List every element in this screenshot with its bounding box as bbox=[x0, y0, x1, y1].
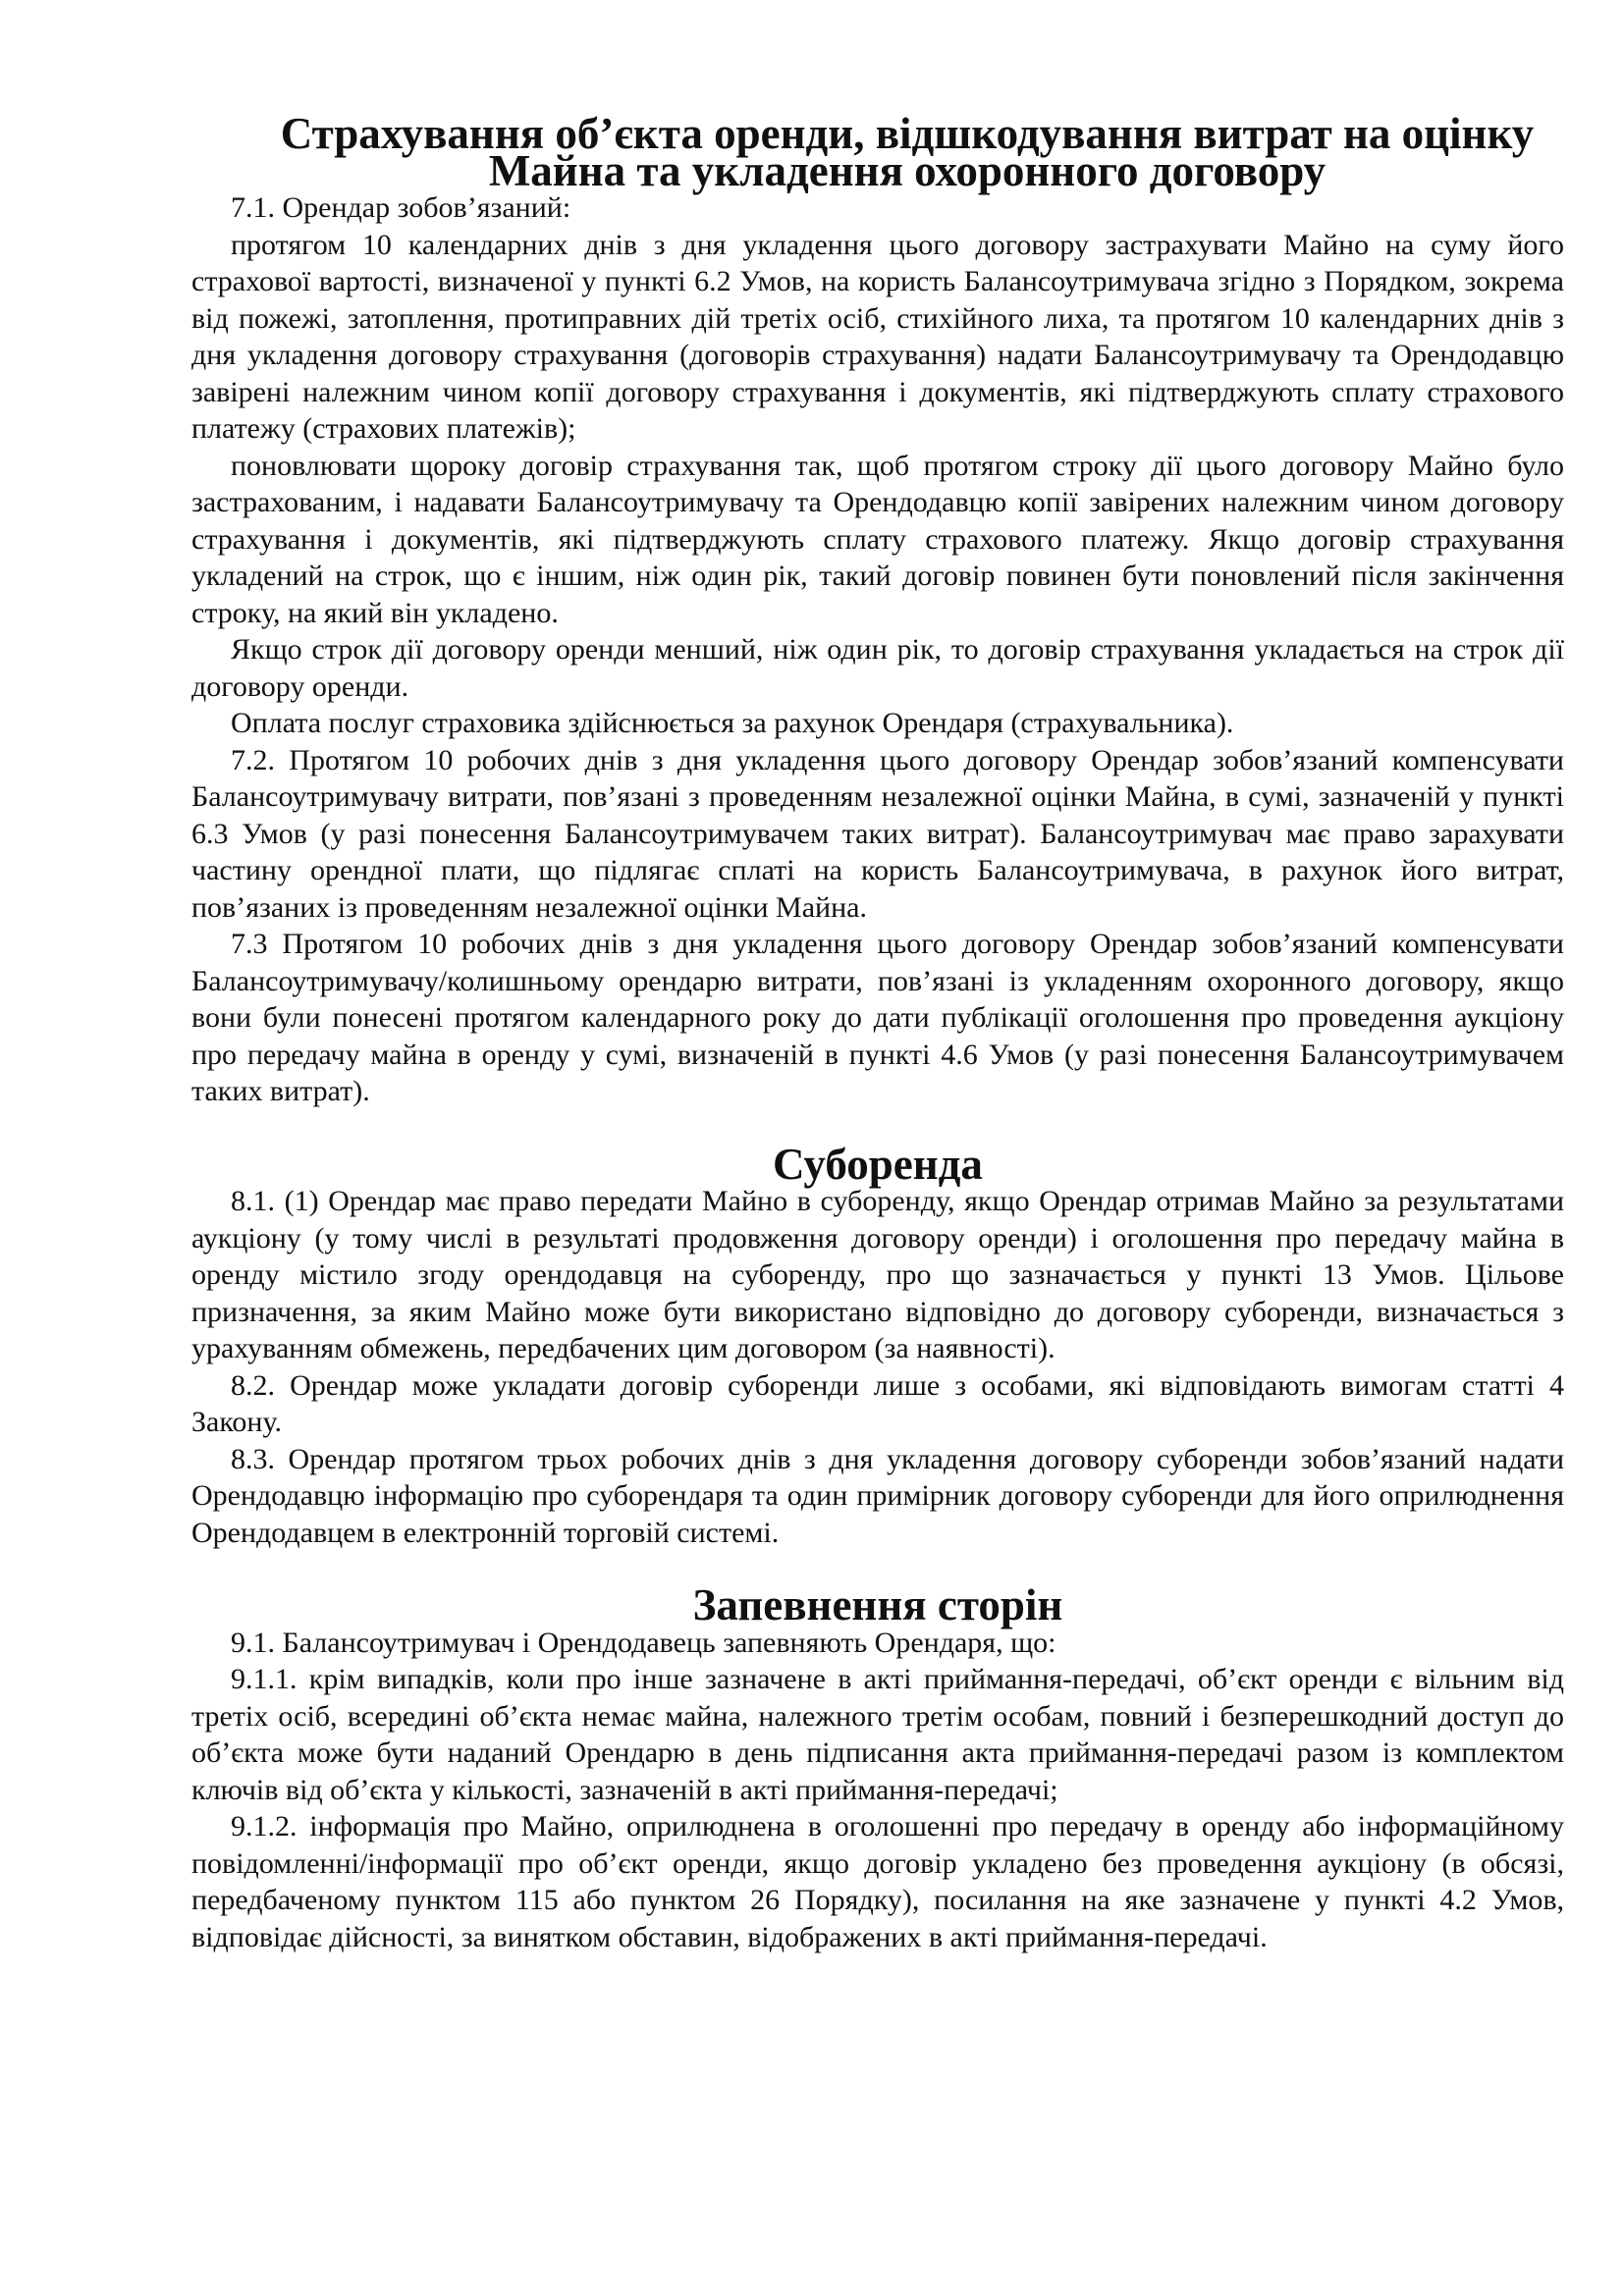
paragraph-8-3: 8.3. Орендар протягом трьох робочих днів з дня укладення договору суборенди зобов’язаний надати Орендодавцю інформацію про суборендаря та один примірник договору суборенди для його оприлюднення Орендодавцем в електронній торговій системі. bbox=[191, 1442, 1564, 1549]
paragraph-8-2: 8.2. Орендар може укладати договір суборенди лише з особами, які відповідають вимогам статті 4 Закону. bbox=[191, 1368, 1564, 1438]
paragraph-7-1: 7.1. Орендар зобов’язаний: bbox=[231, 191, 571, 224]
section-8-title: Суборенда bbox=[773, 1139, 983, 1189]
paragraph-8-1: 8.1. (1) Орендар має право передати Майно в суборенду, якщо Орендар отримав Майно за результатами аукціону (у тому числі в результаті продовження договору оренди) і оголошення про передачу майна в оренду містило згоду орендодавця на суборенду, про що зазначається у пункті 13 Умов. Цільове призначення, за яким Майно може бути використано відповідно до договору суборенди, визначається з урахуванням обмежень, передбачених цим договором (за наявності). bbox=[191, 1185, 1564, 1364]
paragraph-7-1-term: Якщо строк дії договору оренди менший, ніж один рік, то договір страхування укладається на строк дії договору оренди. bbox=[191, 633, 1564, 703]
paragraph-9-1: 9.1. Балансоутримувач і Орендодавець запевняють Орендаря, що: bbox=[231, 1626, 1056, 1659]
paragraph-9-1-2: 9.1.2. інформація про Майно, оприлюднена в оголошенні про передачу в оренду або інформаційному повідомленні/інформації про об’єкт оренди, якщо договір укладено без проведення аукціону (в обсязі, передбаченому пунктом 115 або пунктом 26 Порядку), посилання на яке зазначене у пункті 4.2 Умов, відповідає дійсності, за винятком обставин, відображених в акті приймання-передачі. bbox=[191, 1810, 1564, 1953]
paragraph-7-1-renew: поновлювати щороку договір страхування так, щоб протягом строку дії цього договору Майно було застрахованим, і надавати Балансоутримувачу та Орендодавцю копії завірених належним чином договору страхування і документів, які підтверджують сплату страхового платежу. Якщо договір страхування укладений на строк, що є іншим, ніж один рік, такий договір повинен бути поновлений після закінчення строку, на який він укладено. bbox=[191, 449, 1564, 629]
paragraph-9-1-1: 9.1.1. крім випадків, коли про інше зазначене в акті приймання-передачі, об’єкт оренди є вільним від третіх осіб, всередині об’єкта немає майна, належного третім особам, повний і безперешкодний доступ до об’єкта може бути наданий Орендарю в день підписання акта приймання-передачі разом із комплектом ключів від об’єкта у кількості, зазначеній в акті приймання-передачі; bbox=[191, 1663, 1564, 1806]
paragraph-7-1-insure: протягом 10 календарних днів з дня укладення цього договору застрахувати Майно на суму його страхової вартості, визначеної у пункті 6.2 Умов, на користь Балансоутримувача згідно з Порядком, зокрема від пожежі, затоплення, протиправних дій третіх осіб, стихійного лиха, та протягом 10 календарних днів з дня укладення договору страхування (договорів страхування) надати Балансоутримувачу та Орендодавцю завірені належним чином копії договору страхування і документів, які підтверджують сплату страхового платежу (страхових платежів); bbox=[191, 228, 1564, 445]
paragraph-7-1-payment: Оплата послуг страховика здійснюється за рахунок Орендаря (страхувальника). bbox=[231, 707, 1234, 739]
paragraph-7-3: 7.3 Протягом 10 робочих днів з дня укладення цього договору Орендар зобов’язаний компенсувати Балансоутримувачу/колишньому орендарю витрати, пов’язані із укладенням охоронного договору, якщо вони були понесені протягом календарного року до дати публікації оголошення про проведення аукціону про передачу майна в оренду у сумі, визначеній в пункті 4.6 Умов (у разі понесення Балансоутримувачем таких витрат). bbox=[191, 928, 1564, 1107]
document-page bbox=[191, 109, 1564, 1955]
paragraph-7-2: 7.2. Протягом 10 робочих днів з дня укладення цього договору Орендар зобов’язаний компенсувати Балансоутримувачу витрати, пов’язані з проведенням незалежної оцінки Майна, в сумі, зазначеній у пункті 6.3 Умов (у разі понесення Балансоутримувачем таких витрат). Балансоутримувач має право зарахувати частину орендної плати, що підлягає сплаті на користь Балансоутримувача, в рахунок його витрат, пов’язаних із проведенням незалежної оцінки Майна. bbox=[191, 743, 1564, 924]
section-9-title: Запевнення сторін bbox=[692, 1580, 1063, 1629]
section-7-title: Страхування об’єкта оренди, відшкодування витрат на оцінку Майна та укладення охоронного договору bbox=[280, 109, 1535, 195]
